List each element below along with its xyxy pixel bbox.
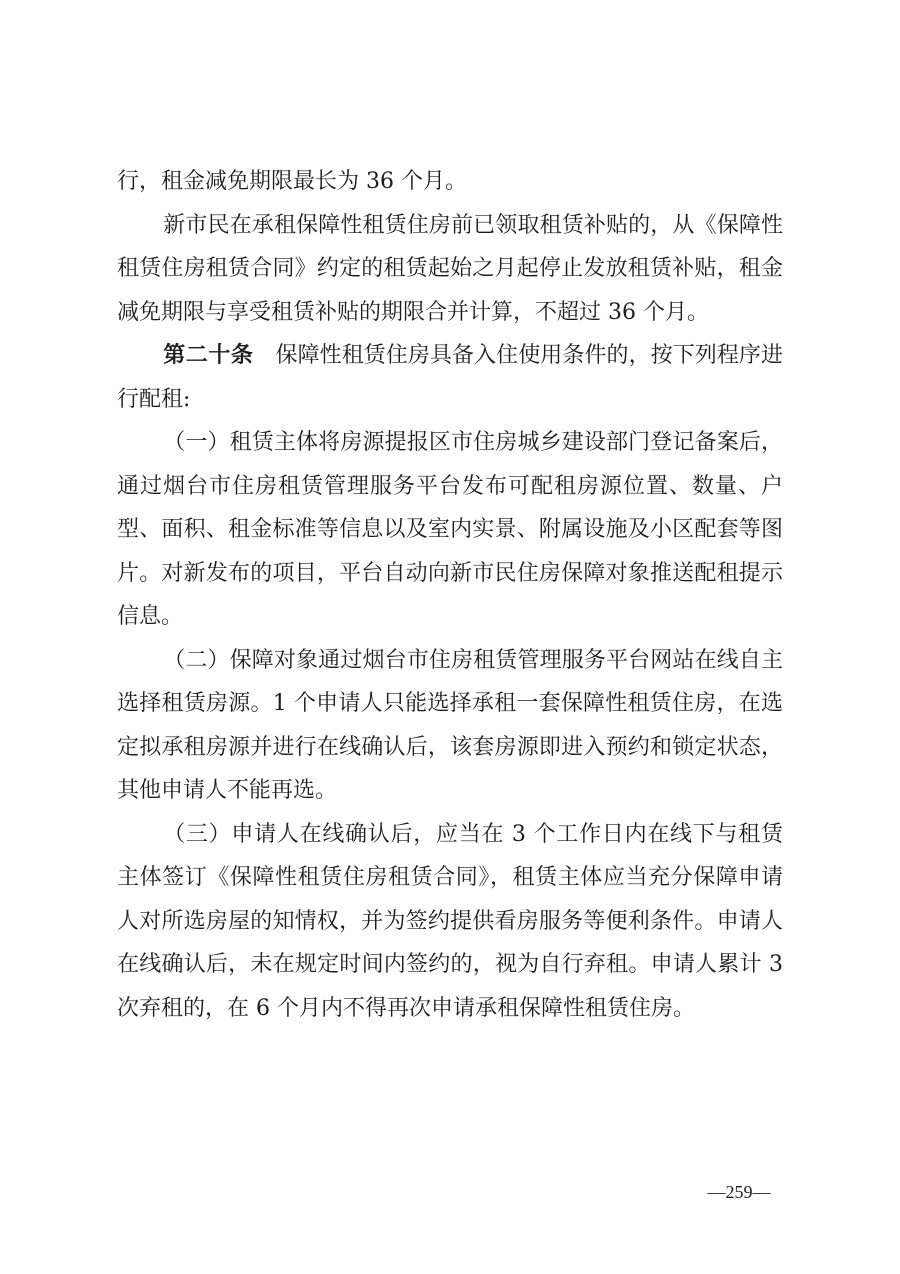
paragraph-text: 保障性租赁住房具备入住使用条件的，按下列程序进行配租: [117,343,783,412]
paragraph-article-20 [117,334,783,421]
paragraph-rent-reduction-term [117,160,783,204]
paragraph-text: （三）申请人在线确认后，应当在 3 个工作日内在线下与租赁主体签订《保障性租赁住房租赁合同》，租赁主体应当充分保障申请人对所选房屋的知情权，并为签约提供看房服务等便利条件。申请人在线确认后，未在规定时间内签约的，视为自行弃租。申请人累计 3 次弃租的，在 6 个月内不得再次申请承租保障性租赁住房。 [117,821,783,1021]
paragraph-text: （二）保障对象通过烟台市住房租赁管理服务平台网站在线自主选择租赁房源。1 个申请人只能选择承租一套保障性租赁住房，在选定拟承租房源并进行在线确认后，该套房源即进入预约和锁定状态，其他申请人不能再选。 [117,647,783,803]
paragraph-item-1 [117,421,783,639]
paragraph-item-3 [117,813,783,1031]
article-heading: 第二十条 [163,343,254,368]
page-number: —259— [707,1182,771,1202]
paragraph-rental-subsidy [117,204,783,335]
paragraph-item-2 [117,639,783,813]
document-body [117,160,783,1030]
paragraph-text: 新市民在承租保障性租赁住房前已领取租赁补贴的，从《保障性租赁住房租赁合同》约定的租赁起始之月起停止发放租赁补贴，租金减免期限与享受租赁补贴的期限合并计算，不超过 36 个月。 [117,212,783,325]
paragraph-text: （一）租赁主体将房源提报区市住房城乡建设部门登记备案后，通过烟台市住房租赁管理服务平台发布可配租房源位置、数量、户型、面积、租金标准等信息以及室内实景、附属设施及小区配套等图片。对新发布的项目，平台自动向新市民住房保障对象推送配租提示信息。 [117,430,783,629]
paragraph-text: 行，租金减免期限最长为 36 个月。 [117,169,467,194]
